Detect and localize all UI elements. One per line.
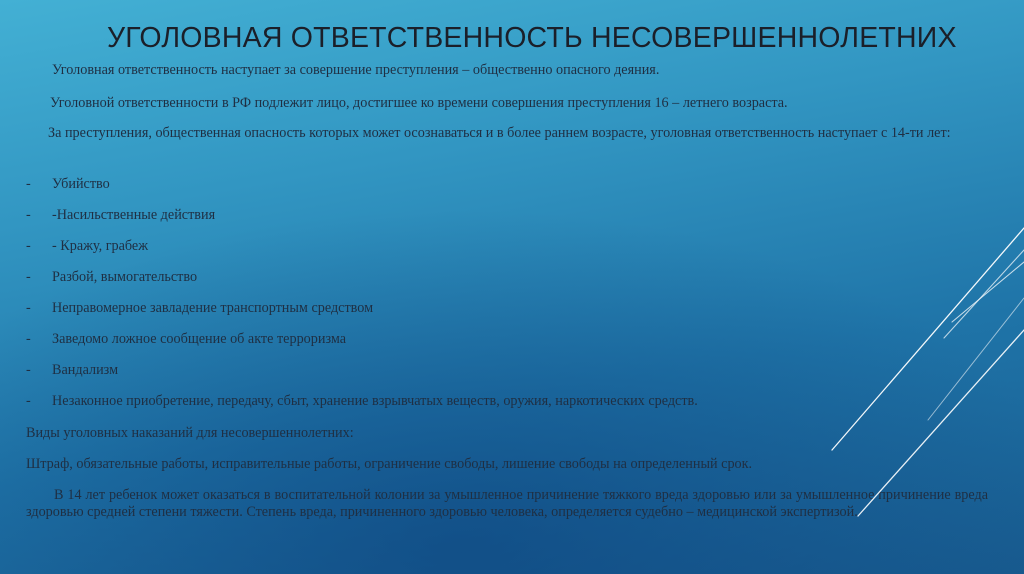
decor-line [952, 262, 1024, 322]
punishments-heading: Виды уголовных наказаний для несовершеннолетних: [26, 425, 354, 441]
bullet-dash: - [26, 238, 31, 254]
decor-line [858, 330, 1024, 516]
bullet-dash: - [26, 300, 31, 316]
list-item-text: - Кражу, грабеж [52, 238, 149, 254]
slide-title: УГОЛОВНАЯ ОТВЕТСТВЕННОСТЬ НЕСОВЕРШЕННОЛЕТНИХ [107, 22, 957, 54]
punishments-list: Штраф, обязательные работы, исправительные работы, ограничение свободы, лишение свободы на определенный срок. [26, 456, 753, 472]
bullet-dash: - [26, 207, 31, 223]
list-item-text: Неправомерное завладение транспортным средством [52, 300, 374, 316]
list-item-text: Разбой, вымогательство [52, 269, 198, 285]
decor-line [832, 228, 1024, 450]
bullet-dash: - [26, 331, 31, 347]
list-item-text: Вандализм [52, 362, 119, 378]
paragraph-colony: В 14 лет ребенок может оказаться в воспитательной колонии за умышленное причинение тяжкого вреда здоровью или за умышленное причинение вреда здоровью средней степени тяжести. Степень вреда, причиненного здоровью человека, определяется судебно – медицинской экспертизой. [26, 487, 988, 520]
paragraph-definition: Уголовная ответственность наступает за совершение преступления – общественно опасного деяния. [52, 62, 660, 78]
paragraph-age-14: За преступления, общественная опасность которых может осознаваться и в более раннем возрасте, уголовная ответственность наступает с 14-ти лет: [48, 125, 951, 141]
list-item-text: -Насильственные действия [52, 207, 216, 223]
paragraph-age-16: Уголовной ответственности в РФ подлежит лицо, достигшее ко времени совершения преступления 16 – летнего возраста. [50, 95, 788, 111]
list-item-text: Заведомо ложное сообщение об акте терроризма [52, 331, 347, 347]
list-item-text: Убийство [52, 176, 110, 192]
bullet-dash: - [26, 393, 31, 409]
decor-line [928, 298, 1024, 420]
bullet-dash: - [26, 176, 31, 192]
bullet-dash: - [26, 362, 31, 378]
decor-line [944, 250, 1024, 338]
bullet-dash: - [26, 269, 31, 285]
list-item-text: Незаконное приобретение, передачу, сбыт, хранение взрывчатых веществ, оружия, наркотических средств. [52, 393, 698, 409]
